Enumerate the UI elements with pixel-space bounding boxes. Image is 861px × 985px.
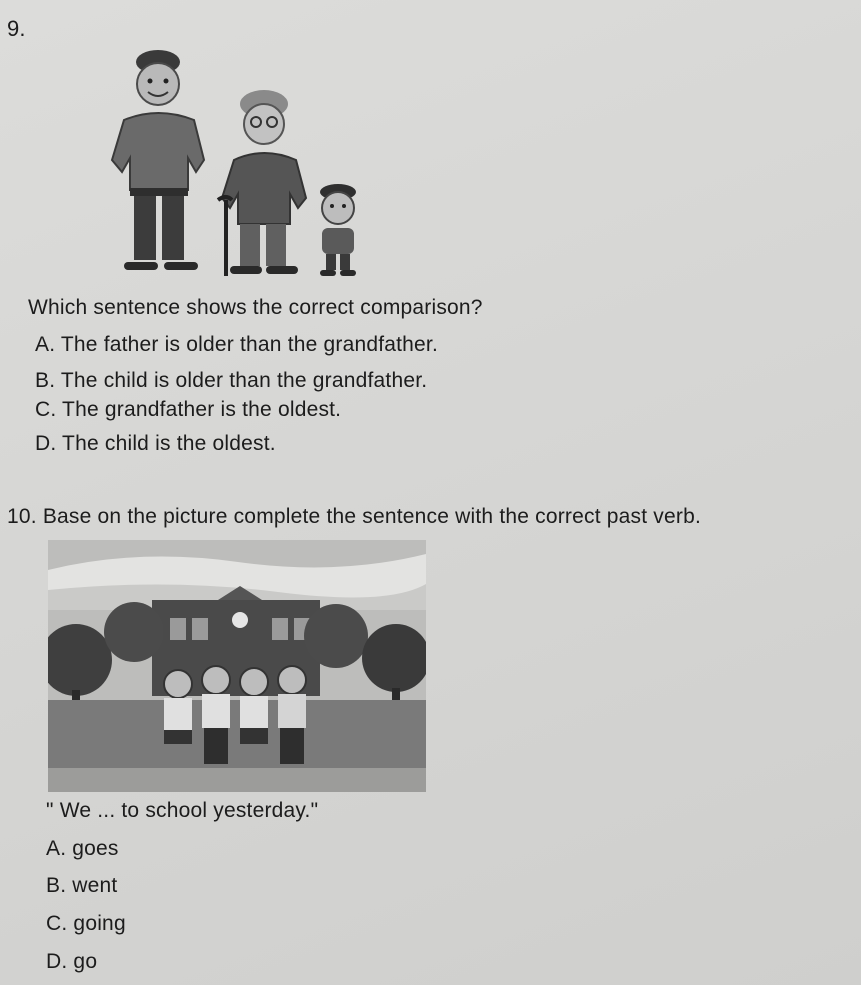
question-10-prompt: 10. Base on the picture complete the sentence with the correct past verb.: [7, 505, 701, 528]
grandfather-figure: [218, 90, 306, 276]
question-10-option-a: A. goes: [46, 837, 119, 860]
question-10-sentence: " We ... to school yesterday.": [46, 799, 319, 822]
question-10-option-b: B. went: [46, 874, 118, 897]
question-9-option-d: D. The child is the oldest.: [35, 432, 276, 455]
question-10-option-d: D. go: [46, 950, 98, 973]
school-illustration: [48, 540, 426, 792]
question-9-prompt: Which sentence shows the correct comparison?: [28, 296, 483, 319]
father-figure: [112, 50, 204, 270]
family-illustration: [100, 48, 360, 288]
question-10-option-c: C. going: [46, 912, 126, 935]
question-9-number: 9.: [7, 16, 26, 41]
child-figure: [320, 184, 356, 276]
question-9-option-a: A. The father is older than the grandfather.: [35, 333, 439, 356]
question-9-option-c: C. The grandfather is the oldest.: [35, 398, 342, 421]
question-9-option-b: B. The child is older than the grandfather.: [35, 369, 428, 392]
